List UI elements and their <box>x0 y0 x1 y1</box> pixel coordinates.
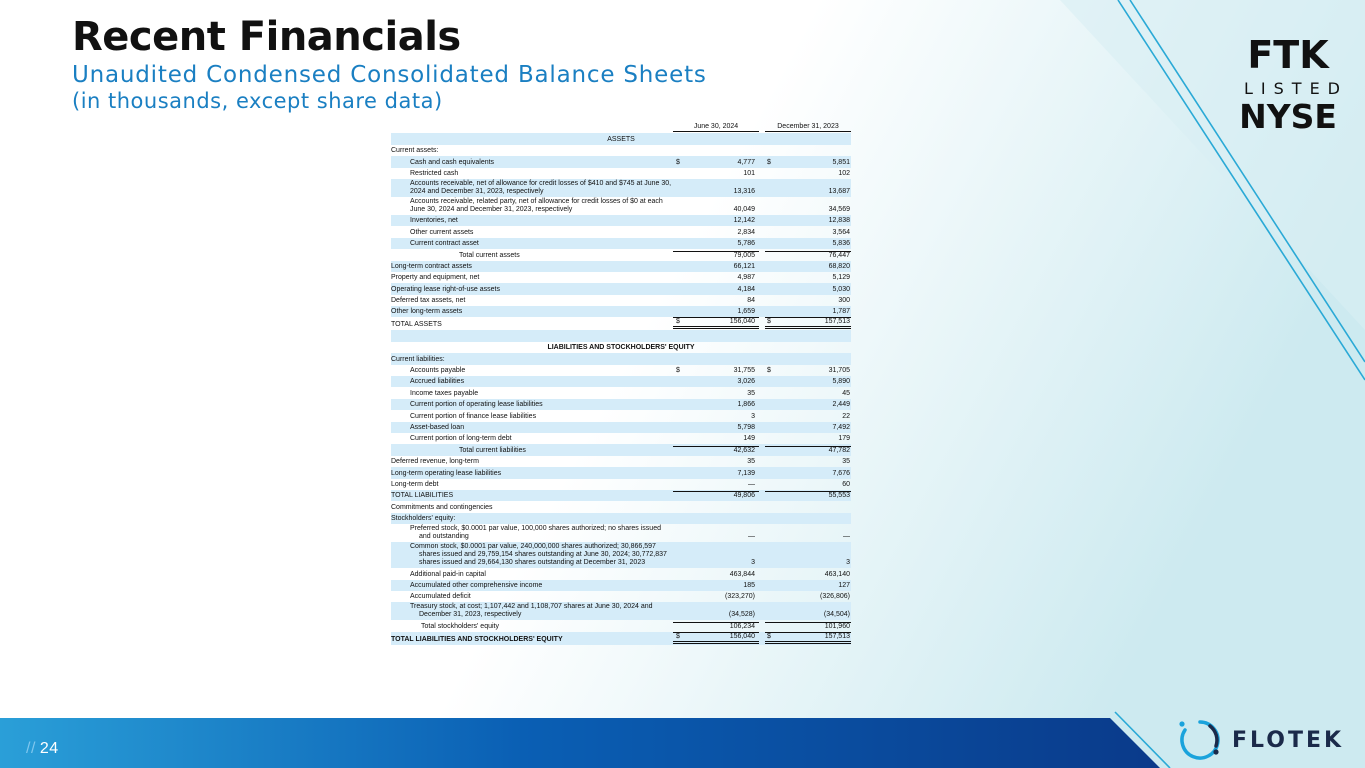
june-2024-value <box>673 240 759 248</box>
june-2024-value <box>673 582 759 590</box>
table-row <box>391 272 851 283</box>
june-2024-value <box>673 533 759 541</box>
row-label: Preferred stock, $0.0001 par value, 100,000 shares authorized; no shares issued and outstanding <box>410 525 661 541</box>
value-text: 40,049 <box>733 205 755 213</box>
row-label: Treasury stock, at cost; 1,107,442 and 1,108,707 shares at June 30, 2024 and December 31, 2023, respectively <box>410 603 653 619</box>
value-text: 156,040 <box>729 632 755 640</box>
logo-listed: LISTED <box>1244 79 1348 98</box>
value-text: 45 <box>842 389 850 397</box>
row-label: TOTAL LIABILITIES <box>391 492 454 500</box>
column-header-june-2024: June 30, 2024 <box>673 123 759 132</box>
value-text: 101,960 <box>824 622 850 630</box>
june-2024-value <box>673 251 759 260</box>
december-2023-value <box>765 622 851 631</box>
value-text: 5,798 <box>737 423 755 431</box>
december-2023-value <box>765 378 851 386</box>
december-2023-value <box>765 491 851 500</box>
december-2023-value <box>765 240 851 248</box>
row-label: Restricted cash <box>410 169 459 177</box>
june-2024-value <box>673 274 759 282</box>
june-2024-value <box>673 622 759 631</box>
value-text: 4,987 <box>737 274 755 282</box>
row-label: Other current assets <box>410 228 474 236</box>
value-text: 300 <box>838 297 850 305</box>
table-row <box>391 197 851 215</box>
june-2024-value <box>673 632 759 644</box>
june-2024-value <box>673 571 759 579</box>
units-note: (in thousands, except share data) <box>72 89 443 113</box>
december-2023-value <box>765 263 851 271</box>
row-label <box>391 340 673 341</box>
row-label: Operating lease right-of-use assets <box>391 285 500 293</box>
june-2024-value <box>673 424 759 432</box>
table-row <box>391 580 851 591</box>
spacer-row <box>391 330 851 341</box>
december-2023-value <box>765 274 851 282</box>
value-text: (34,504) <box>823 611 850 619</box>
value-text: 5,851 <box>832 158 850 166</box>
table-row <box>391 444 851 455</box>
row-label: TOTAL ASSETS <box>391 321 442 329</box>
value-text: — <box>748 480 755 488</box>
table-row <box>391 168 851 179</box>
june-2024-value <box>673 229 759 237</box>
june-2024-value <box>673 458 759 466</box>
row-label: Accrued liabilities <box>410 378 465 386</box>
december-2023-value <box>765 217 851 225</box>
december-2023-value <box>765 413 851 421</box>
slash-mark: // <box>26 740 36 757</box>
value-text: 1,866 <box>737 401 755 409</box>
row-label: Long-term contract assets <box>391 262 472 270</box>
logo-exchange: NYSE <box>1239 97 1337 136</box>
dollar-sign: $ <box>676 158 680 166</box>
value-text: 102 <box>838 169 850 177</box>
row-label: Long-term operating lease liabilities <box>391 469 502 477</box>
value-text: 5,129 <box>832 274 850 282</box>
december-2023-value <box>765 159 851 167</box>
value-text: 5,030 <box>832 285 850 293</box>
december-2023-value <box>765 170 851 178</box>
table-row <box>391 568 851 579</box>
december-2023-value <box>765 367 851 375</box>
december-2023-value <box>765 206 851 214</box>
june-2024-value <box>673 170 759 178</box>
dollar-sign: $ <box>767 158 771 166</box>
value-text: 3,564 <box>832 228 850 236</box>
june-2024-value <box>673 217 759 225</box>
table-row <box>391 226 851 237</box>
june-2024-value <box>673 413 759 421</box>
flotek-wordmark: FLOTEK <box>1232 727 1345 753</box>
table-row <box>391 467 851 478</box>
december-2023-value <box>765 251 851 260</box>
row-label: Stockholders' equity: <box>391 515 456 523</box>
dollar-sign: $ <box>676 318 680 326</box>
row-label: Income taxes payable <box>410 389 479 397</box>
value-text: (326,806) <box>820 593 850 601</box>
table-row <box>391 353 851 364</box>
value-text: 127 <box>838 581 850 589</box>
value-text: 13,316 <box>733 187 755 195</box>
value-text: 5,836 <box>832 240 850 248</box>
june-2024-value <box>673 491 759 500</box>
value-text: 3,026 <box>737 378 755 386</box>
table-row <box>391 542 851 568</box>
table-row <box>391 422 851 433</box>
value-text: 7,676 <box>832 469 850 477</box>
value-text: 157,513 <box>824 318 850 326</box>
june-2024-value <box>673 390 759 398</box>
value-text: 68,820 <box>828 262 850 270</box>
value-text: 463,844 <box>729 570 755 578</box>
june-2024-value <box>673 308 759 316</box>
value-text: 22 <box>842 412 850 420</box>
row-label: Current portion of operating lease liabilities <box>410 401 543 409</box>
december-2023-value <box>765 571 851 579</box>
december-2023-value <box>765 593 851 601</box>
value-text: 1,787 <box>832 308 850 316</box>
value-text: 49,806 <box>733 492 755 500</box>
table-row <box>391 283 851 294</box>
row-label: Deferred tax assets, net <box>391 297 466 305</box>
june-2024-value <box>673 446 759 455</box>
section-header-row <box>391 342 851 353</box>
value-text: 84 <box>747 297 755 305</box>
page-number-value: 24 <box>39 740 59 757</box>
row-label: Accumulated deficit <box>410 593 471 601</box>
table-row <box>391 399 851 410</box>
column-header-december-2023: December 31, 2023 <box>765 123 851 132</box>
table-row <box>391 456 851 467</box>
row-label: LIABILITIES AND STOCKHOLDERS' EQUITY <box>547 344 695 352</box>
june-2024-value <box>673 317 759 329</box>
table-row <box>391 513 851 524</box>
value-text: 106,234 <box>729 622 755 630</box>
table-row <box>391 479 851 490</box>
row-label: TOTAL LIABILITIES AND STOCKHOLDERS' EQUITY <box>391 635 563 643</box>
december-2023-value <box>765 481 851 489</box>
page-title: Recent Financials <box>72 14 461 60</box>
ftk-nyse-logo <box>1236 33 1348 136</box>
value-text: 2,449 <box>832 401 850 409</box>
value-text: 35 <box>747 458 755 466</box>
december-2023-value <box>765 401 851 409</box>
value-text: 3 <box>751 559 755 567</box>
december-2023-value <box>765 559 851 567</box>
row-label: Accounts payable <box>410 367 466 375</box>
row-label: Long-term debt <box>391 480 439 488</box>
page-subtitle: Unaudited Condensed Consolidated Balance Sheets <box>72 62 707 88</box>
dollar-sign: $ <box>767 632 771 640</box>
value-text: 156,040 <box>729 318 755 326</box>
value-text: 31,755 <box>733 367 755 375</box>
row-label: Current assets: <box>391 147 439 155</box>
june-2024-value <box>673 401 759 409</box>
value-text: 55,553 <box>828 492 850 500</box>
value-text: 76,447 <box>828 251 850 259</box>
table-row <box>391 620 851 631</box>
value-text: 66,121 <box>733 262 755 270</box>
row-label: Current liabilities: <box>391 355 445 363</box>
table-row <box>391 433 851 444</box>
row-label: Property and equipment, net <box>391 274 480 282</box>
june-2024-value <box>673 611 759 619</box>
value-text: 3 <box>846 559 850 567</box>
dollar-sign: $ <box>767 318 771 326</box>
table-row <box>391 179 851 197</box>
value-text: 179 <box>838 435 850 443</box>
value-text: 2,834 <box>737 228 755 236</box>
value-text: 463,140 <box>824 570 850 578</box>
table-row <box>391 602 851 620</box>
december-2023-value <box>765 188 851 196</box>
table-row <box>391 376 851 387</box>
page-number <box>26 740 59 758</box>
december-2023-value <box>765 446 851 455</box>
table-row <box>391 261 851 272</box>
row-label: Deferred revenue, long-term <box>391 458 479 466</box>
value-text: 1,659 <box>737 308 755 316</box>
value-text: 4,777 <box>737 158 755 166</box>
value-text: 5,786 <box>737 240 755 248</box>
june-2024-value <box>673 367 759 375</box>
row-label: Total current liabilities <box>459 446 526 454</box>
section-header-row <box>391 133 851 144</box>
december-2023-value <box>765 229 851 237</box>
table-row <box>391 215 851 226</box>
june-2024-value <box>673 593 759 601</box>
june-2024-value <box>673 159 759 167</box>
table-row <box>391 365 851 376</box>
june-2024-value <box>673 188 759 196</box>
table-row <box>391 387 851 398</box>
row-label: Inventories, net <box>410 217 458 225</box>
value-text: 42,632 <box>733 446 755 454</box>
june-2024-value <box>673 378 759 386</box>
row-label: Current portion of finance lease liabilities <box>410 412 537 420</box>
dollar-sign: $ <box>676 632 680 640</box>
dollar-sign: $ <box>767 367 771 375</box>
value-text: 185 <box>743 581 755 589</box>
june-2024-value <box>673 559 759 567</box>
value-text: 13,687 <box>828 187 850 195</box>
december-2023-value <box>765 308 851 316</box>
june-2024-value <box>673 481 759 489</box>
table-row <box>391 501 851 512</box>
value-text: (323,270) <box>725 593 755 601</box>
table-row <box>391 145 851 156</box>
december-2023-value <box>765 470 851 478</box>
table-row <box>391 306 851 317</box>
table-row <box>391 317 851 330</box>
december-2023-value <box>765 424 851 432</box>
row-label: Accumulated other comprehensive income <box>410 581 543 589</box>
table-row <box>391 249 851 260</box>
december-2023-value <box>765 458 851 466</box>
december-2023-value <box>765 317 851 329</box>
value-text: (34,528) <box>728 611 755 619</box>
value-text: 149 <box>743 435 755 443</box>
value-text: 3 <box>751 412 755 420</box>
value-text: 35 <box>842 458 850 466</box>
june-2024-value <box>673 206 759 214</box>
row-label: Cash and cash equivalents <box>410 158 495 166</box>
value-text: 35 <box>747 389 755 397</box>
value-text: 79,005 <box>733 251 755 259</box>
december-2023-value <box>765 632 851 644</box>
row-label: ASSETS <box>607 135 635 143</box>
table-row <box>391 410 851 421</box>
december-2023-value <box>765 297 851 305</box>
dollar-sign: $ <box>676 367 680 375</box>
december-2023-value <box>765 286 851 294</box>
value-text: 12,838 <box>828 217 850 225</box>
value-text: 7,139 <box>737 469 755 477</box>
table-row <box>391 632 851 645</box>
december-2023-value <box>765 533 851 541</box>
value-text: — <box>843 533 850 541</box>
table-body <box>391 133 851 644</box>
value-text: 7,492 <box>832 423 850 431</box>
value-text: 4,184 <box>737 285 755 293</box>
june-2024-value <box>673 263 759 271</box>
row-label: Accounts receivable, net of allowance for credit losses of $410 and $745 at June 30, 2024 and December 31, 2023, respectively <box>410 179 672 195</box>
row-label: Total stockholders' equity <box>421 622 499 630</box>
row-label: Additional paid-in capital <box>410 570 486 578</box>
value-text: 101 <box>743 169 755 177</box>
row-label: Asset-based loan <box>410 423 465 431</box>
december-2023-value <box>765 435 851 443</box>
flotek-ring-icon <box>1176 716 1224 764</box>
value-text: 47,782 <box>828 446 850 454</box>
row-label: Current contract asset <box>410 240 479 248</box>
row-label: Commitments and contingencies <box>391 503 493 511</box>
table-header-row <box>391 122 851 133</box>
flotek-logo <box>1176 716 1344 764</box>
june-2024-value <box>673 435 759 443</box>
june-2024-value <box>673 286 759 294</box>
december-2023-value <box>765 611 851 619</box>
table-row <box>391 238 851 249</box>
value-text: 5,890 <box>832 378 850 386</box>
value-text: 12,142 <box>733 217 755 225</box>
logo-ticker: FTK <box>1247 33 1329 77</box>
june-2024-value <box>673 470 759 478</box>
table-row <box>391 524 851 542</box>
table-row <box>391 295 851 306</box>
value-text: — <box>748 533 755 541</box>
value-text: 157,513 <box>824 632 850 640</box>
table-row <box>391 591 851 602</box>
row-label: Other long-term assets <box>391 308 463 316</box>
row-label: Total current assets <box>459 251 520 259</box>
balance-sheet-table <box>391 122 851 645</box>
table-row <box>391 156 851 167</box>
june-2024-value <box>673 297 759 305</box>
row-label: Accounts receivable, related party, net of allowance for credit losses of $0 at each June 30, 2024 and December 31, 2023, respectively <box>410 197 663 213</box>
value-text: 34,569 <box>828 205 850 213</box>
value-text: 60 <box>842 480 850 488</box>
row-label: Common stock, $0.0001 par value, 240,000,000 shares authorized; 30,866,597 shares issued and 29,759,154 shares outstanding at June 30, 2024; 30,772,837 shares issued and 29,664,130 shares outstanding at December 31, 2023 <box>410 543 667 567</box>
row-label: Current portion of long-term debt <box>410 435 512 443</box>
table-row <box>391 490 851 501</box>
december-2023-value <box>765 390 851 398</box>
value-text: 31,705 <box>828 367 850 375</box>
december-2023-value <box>765 582 851 590</box>
